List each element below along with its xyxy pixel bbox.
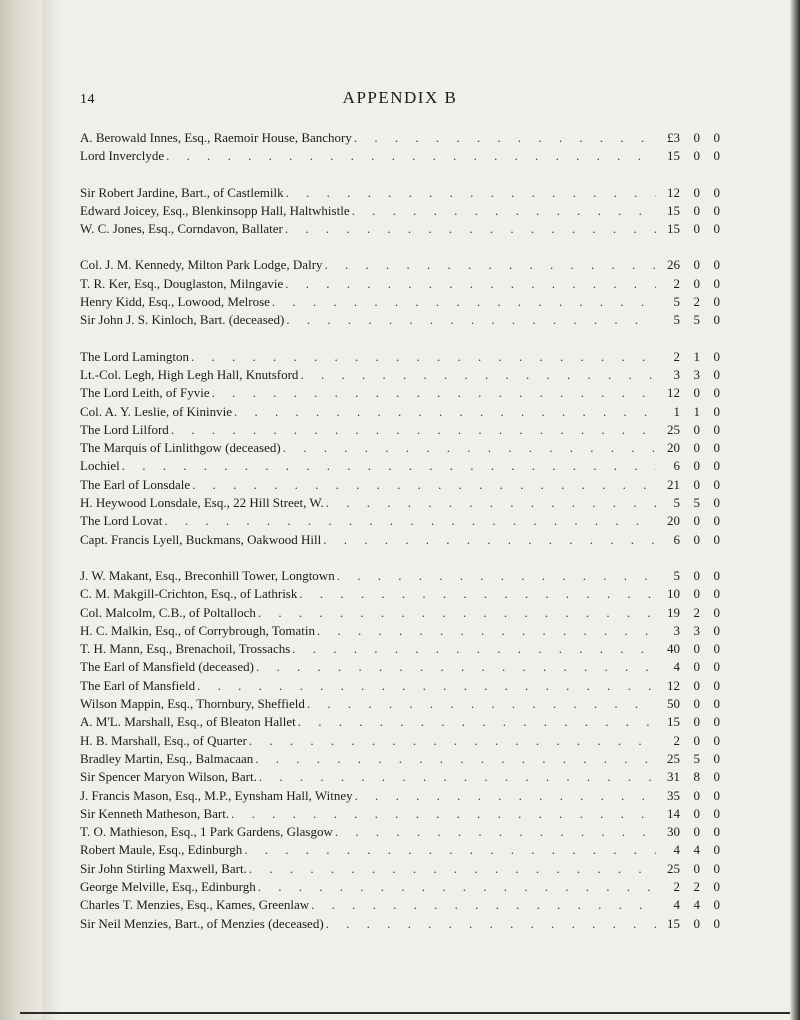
amount: [656, 842, 720, 858]
amount: [656, 678, 720, 694]
subscriber-name: Lochiel: [80, 458, 120, 474]
subscriber-name: George Melville, Esq., Edinburgh: [80, 878, 256, 894]
subscriber-name: Edward Joicey, Esq., Blenkinsopp Hall, Haltwhistle: [80, 202, 350, 218]
amount-pence: 0: [713, 714, 720, 730]
amount-pence: 0: [713, 769, 720, 785]
amount-pounds: 25: [667, 860, 680, 876]
amount-pounds: 2: [673, 348, 680, 364]
amount-pounds: 12: [667, 677, 680, 693]
subscriber-row: [80, 185, 720, 203]
subscriber-name: Lt.-Col. Legh, High Legh Hall, Knutsford: [80, 366, 299, 382]
dot-leader: [296, 714, 656, 730]
dot-leader: [281, 440, 656, 456]
amount-pence: 0: [713, 824, 720, 840]
amount-shillings: 0: [693, 476, 700, 492]
subscriber-name: Sir Neil Menzies, Bart., of Menzies (deceased): [80, 915, 324, 931]
subscriber-name: Sir John J. S. Kinloch, Bart. (deceased): [80, 312, 285, 328]
subscriber-name: J. Francis Mason, Esq., M.P., Eynsham Hall, Witney: [80, 787, 353, 803]
amount-shillings: 0: [693, 696, 700, 712]
dot-leader: [298, 367, 656, 383]
amount-pounds: 31: [667, 769, 680, 785]
amount-shillings: 0: [693, 275, 700, 291]
subscriber-name: H. Heywood Lonsdale, Esq., 22 Hill Street, W.: [80, 495, 324, 511]
amount-shillings: 2: [693, 878, 700, 894]
amount-pounds: 15: [667, 915, 680, 931]
amount: [656, 458, 720, 474]
subscriber-row: [80, 751, 720, 769]
amount: [656, 385, 720, 401]
subscriber-row: [80, 458, 720, 476]
dot-leader: [242, 842, 656, 858]
dot-leader: [189, 349, 656, 365]
amount-pence: 0: [713, 130, 720, 145]
amount-pence: 0: [713, 641, 720, 657]
subscriber-row: [80, 532, 720, 550]
amount: [656, 879, 720, 895]
amount-pence: 0: [713, 440, 720, 456]
dot-leader: [164, 148, 656, 164]
amount: [656, 623, 720, 639]
amount: [656, 696, 720, 712]
subscriber-row: [80, 568, 720, 586]
amount-shillings: 0: [693, 805, 700, 821]
dot-leader: [350, 203, 656, 219]
subscriber-list: [80, 130, 720, 934]
amount: [656, 221, 720, 237]
amount-shillings: 0: [693, 184, 700, 200]
amount-shillings: 0: [693, 148, 700, 164]
subscriber-name: Col. A. Y. Leslie, of Kininvie: [80, 403, 233, 419]
amount-pence: 0: [713, 257, 720, 273]
subscriber-row: [80, 294, 720, 312]
subscriber-row: [80, 678, 720, 696]
subscriber-row: [80, 276, 720, 294]
amount: [656, 586, 720, 602]
amount-pence: 0: [713, 184, 720, 200]
subscriber-name: Sir John Stirling Maxwell, Bart.: [80, 860, 247, 876]
subscriber-row: [80, 495, 720, 513]
dot-leader: [284, 312, 656, 328]
amount-pounds: 5: [673, 495, 680, 511]
amount-pence: 0: [713, 732, 720, 748]
subscriber-name: T. O. Mathieson, Esq., 1 Park Gardens, Glasgow: [80, 824, 333, 840]
amount-shillings: 0: [693, 732, 700, 748]
amount-shillings: 0: [693, 221, 700, 237]
subscriber-name: A. M'L. Marshall, Esq., of Bleaton Hallet: [80, 714, 296, 730]
amount-shillings: 2: [693, 294, 700, 310]
dot-leader: [324, 495, 656, 511]
dot-leader: [324, 916, 656, 932]
amount-pence: 0: [713, 604, 720, 620]
amount-pence: 0: [713, 294, 720, 310]
amount-pence: 0: [713, 586, 720, 602]
dot-leader: [283, 221, 656, 237]
amount-pence: 0: [713, 495, 720, 511]
subscriber-name: A. Berowald Innes, Esq., Raemoir House, Banchory: [80, 130, 352, 145]
subscriber-row: [80, 842, 720, 860]
subscriber-row: [80, 422, 720, 440]
dot-leader: [247, 861, 656, 877]
amount-shillings: 5: [693, 312, 700, 328]
running-head: APPENDIX B: [342, 88, 458, 107]
subscriber-name: The Marquis of Linlithgow (deceased): [80, 440, 281, 456]
amount-pence: 0: [713, 677, 720, 693]
amount: [656, 404, 720, 420]
amount-pounds: 3: [673, 622, 680, 638]
subscriber-name: T. R. Ker, Esq., Douglaston, Milngavie: [80, 275, 284, 291]
amount-shillings: 0: [693, 130, 700, 145]
subscriber-row: [80, 349, 720, 367]
amount-shillings: 0: [693, 440, 700, 456]
dot-leader: [210, 385, 656, 401]
subscriber-row: [80, 897, 720, 915]
amount-shillings: 0: [693, 202, 700, 218]
amount: [656, 916, 720, 932]
amount-pence: 0: [713, 897, 720, 913]
amount-pence: 0: [713, 148, 720, 164]
dot-leader: [256, 605, 656, 621]
amount-pence: 0: [713, 622, 720, 638]
amount-shillings: 0: [693, 257, 700, 273]
amount-pounds: 20: [667, 513, 680, 529]
amount-pounds: 15: [667, 714, 680, 730]
dot-leader: [333, 824, 656, 840]
dot-leader: [290, 641, 656, 657]
dot-leader: [335, 568, 656, 584]
amount-pounds: 50: [667, 696, 680, 712]
subscriber-row: [80, 824, 720, 842]
amount-pounds: 12: [667, 184, 680, 200]
amount-pence: 0: [713, 787, 720, 803]
dot-leader: [190, 477, 656, 493]
subscriber-name: Lord Inverclyde: [80, 148, 165, 164]
dot-leader: [120, 458, 656, 474]
amount-pence: 0: [713, 513, 720, 529]
amount: [656, 806, 720, 822]
amount-pounds: 25: [667, 750, 680, 766]
dot-leader: [309, 897, 656, 913]
amount-pence: 0: [713, 842, 720, 858]
amount-pence: 0: [713, 878, 720, 894]
amount-pence: 0: [713, 476, 720, 492]
amount-pence: 0: [713, 366, 720, 382]
subscriber-name: The Lord Lovat: [80, 513, 163, 529]
subscriber-name: T. H. Mann, Esq., Brenachoil, Trossachs: [80, 641, 291, 657]
amount-pounds: 5: [673, 294, 680, 310]
page-header: [80, 88, 720, 116]
subscriber-row: [80, 130, 720, 148]
amount-pence: 0: [713, 385, 720, 401]
amount-shillings: 2: [693, 604, 700, 620]
amount-pounds: 15: [667, 221, 680, 237]
amount: [656, 733, 720, 749]
amount-shillings: 0: [693, 659, 700, 675]
subscriber-name: The Earl of Mansfield (deceased): [80, 659, 254, 675]
amount-pounds: 4: [673, 897, 680, 913]
subscriber-name: W. C. Jones, Esq., Corndavon, Ballater: [80, 221, 283, 237]
amount-pounds: 30: [667, 824, 680, 840]
amount-pounds: 6: [673, 531, 680, 547]
amount: [656, 495, 720, 511]
subscriber-row: [80, 203, 720, 221]
bottom-rule: [20, 1012, 790, 1014]
amount-pence: 0: [713, 421, 720, 437]
amount-pounds: 21: [667, 476, 680, 492]
page-edge: [790, 0, 800, 1020]
subscriber-name: The Earl of Mansfield: [80, 677, 196, 693]
dot-leader: [270, 294, 656, 310]
subscriber-row: [80, 714, 720, 732]
subscriber-row: [80, 367, 720, 385]
subscriber-name: C. M. Makgill-Crichton, Esq., of Lathrisk: [80, 586, 298, 602]
amount-pence: 0: [713, 275, 720, 291]
subscriber-name: Capt. Francis Lyell, Buckmans, Oakwood Hill: [80, 531, 322, 547]
amount: [656, 568, 720, 584]
subscriber-row: [80, 806, 720, 824]
amount-pounds: 25: [667, 421, 680, 437]
amount: [656, 422, 720, 438]
dot-leader: [297, 586, 656, 602]
dot-leader: [284, 185, 656, 201]
amount: [656, 897, 720, 913]
amount: [656, 185, 720, 201]
amount-shillings: 1: [693, 403, 700, 419]
subscriber-row: [80, 623, 720, 641]
subscriber-row: [80, 586, 720, 604]
subscriber-name: Wilson Mappin, Esq., Thornbury, Sheffield: [80, 696, 305, 712]
amount-pence: 0: [713, 202, 720, 218]
amount: [656, 824, 720, 840]
amount-pounds: £3: [667, 130, 680, 145]
amount-shillings: 3: [693, 622, 700, 638]
amount-pounds: 15: [667, 148, 680, 164]
amount: [656, 257, 720, 273]
subscriber-name: H. B. Marshall, Esq., of Quarter: [80, 732, 247, 748]
dot-leader: [323, 257, 656, 273]
group-gap: [80, 550, 720, 568]
subscriber-name: The Lord Leith, of Fyvie: [80, 385, 210, 401]
dot-leader: [315, 623, 656, 639]
amount-shillings: 0: [693, 860, 700, 876]
subscriber-row: [80, 385, 720, 403]
amount-shillings: 5: [693, 750, 700, 766]
group-gap: [80, 239, 720, 257]
subscriber-row: [80, 916, 720, 934]
amount-pounds: 3: [673, 366, 680, 382]
amount-shillings: 4: [693, 842, 700, 858]
book-spine-shadow: [0, 0, 42, 1020]
gutter-shadow: [42, 0, 60, 1020]
group-gap: [80, 331, 720, 349]
page-number: 14: [80, 92, 95, 107]
amount-pence: 0: [713, 312, 720, 328]
amount-pence: 0: [713, 403, 720, 419]
subscriber-name: Henry Kidd, Esq., Lowood, Melrose: [80, 294, 270, 310]
amount: [656, 349, 720, 365]
amount-shillings: 0: [693, 641, 700, 657]
amount: [656, 477, 720, 493]
page: [80, 88, 720, 934]
amount-pence: 0: [713, 567, 720, 583]
amount-pounds: 2: [673, 878, 680, 894]
amount: [656, 294, 720, 310]
dot-leader: [283, 276, 656, 292]
dot-leader: [353, 788, 656, 804]
amount-pounds: 15: [667, 202, 680, 218]
amount: [656, 203, 720, 219]
amount-shillings: 5: [693, 495, 700, 511]
amount-shillings: 0: [693, 458, 700, 474]
amount-pounds: 40: [667, 641, 680, 657]
subscriber-name: Charles T. Menzies, Esq., Kames, Greenlaw: [80, 897, 310, 913]
amount-pence: 0: [713, 348, 720, 364]
amount-pence: 0: [713, 221, 720, 237]
amount-pounds: 1: [673, 403, 680, 419]
amount-pounds: 2: [673, 275, 680, 291]
amount-shillings: 4: [693, 897, 700, 913]
subscriber-row: [80, 312, 720, 330]
amount: [656, 276, 720, 292]
dot-leader: [247, 733, 656, 749]
amount: [656, 513, 720, 529]
amount-pounds: 4: [673, 659, 680, 675]
dot-leader: [257, 769, 656, 785]
amount-shillings: 0: [693, 586, 700, 602]
amount-shillings: 0: [693, 677, 700, 693]
dot-leader: [195, 678, 656, 694]
amount-pence: 0: [713, 659, 720, 675]
amount-shillings: 0: [693, 385, 700, 401]
amount: [656, 532, 720, 548]
subscriber-row: [80, 733, 720, 751]
amount-pounds: 4: [673, 842, 680, 858]
subscriber-name: The Earl of Lonsdale: [80, 476, 191, 492]
amount: [656, 861, 720, 877]
subscriber-name: Sir Kenneth Matheson, Bart.: [80, 805, 230, 821]
amount-pounds: 6: [673, 458, 680, 474]
amount: [656, 148, 720, 164]
amount: [656, 440, 720, 456]
amount-pounds: 12: [667, 385, 680, 401]
amount: [656, 130, 720, 146]
dot-leader: [305, 696, 656, 712]
amount-shillings: 1: [693, 348, 700, 364]
amount-shillings: 0: [693, 567, 700, 583]
subscriber-row: [80, 641, 720, 659]
amount-pounds: 35: [667, 787, 680, 803]
subscriber-name: Sir Spencer Maryon Wilson, Bart.: [80, 769, 257, 785]
amount: [656, 769, 720, 785]
amount-pounds: 14: [667, 805, 680, 821]
dot-leader: [321, 532, 656, 548]
amount-pounds: 26: [667, 257, 680, 273]
subscriber-row: [80, 513, 720, 531]
amount-pence: 0: [713, 458, 720, 474]
dot-leader: [169, 422, 656, 438]
dot-leader: [254, 659, 656, 675]
subscriber-row: [80, 769, 720, 787]
amount-pounds: 19: [667, 604, 680, 620]
amount: [656, 751, 720, 767]
amount: [656, 605, 720, 621]
amount-pence: 0: [713, 915, 720, 931]
amount: [656, 641, 720, 657]
subscriber-row: [80, 696, 720, 714]
amount-shillings: 3: [693, 366, 700, 382]
amount-shillings: 0: [693, 824, 700, 840]
amount-pounds: 20: [667, 440, 680, 456]
subscriber-name: Sir Robert Jardine, Bart., of Castlemilk: [80, 184, 284, 200]
subscriber-row: [80, 659, 720, 677]
subscriber-row: [80, 788, 720, 806]
amount-pence: 0: [713, 805, 720, 821]
amount-pence: 0: [713, 531, 720, 547]
group-gap: [80, 167, 720, 185]
amount: [656, 367, 720, 383]
amount-shillings: 0: [693, 915, 700, 931]
dot-leader: [256, 879, 656, 895]
amount-shillings: 0: [693, 787, 700, 803]
subscriber-name: Robert Maule, Esq., Edinburgh: [80, 842, 243, 858]
amount-pounds: 10: [667, 586, 680, 602]
subscriber-row: [80, 861, 720, 879]
dot-leader: [253, 751, 656, 767]
subscriber-name: Col. Malcolm, C.B., of Poltalloch: [80, 604, 256, 620]
amount-pounds: 5: [673, 567, 680, 583]
dot-leader: [232, 404, 656, 420]
subscriber-row: [80, 477, 720, 495]
amount-pounds: 5: [673, 312, 680, 328]
amount-pence: 0: [713, 696, 720, 712]
subscriber-row: [80, 221, 720, 239]
subscriber-name: The Lord Lilford: [80, 421, 169, 437]
amount-shillings: 8: [693, 769, 700, 785]
amount-pounds: 2: [673, 732, 680, 748]
subscriber-name: The Lord Lamington: [80, 348, 190, 364]
amount-pence: 0: [713, 860, 720, 876]
dot-leader: [229, 806, 656, 822]
subscriber-name: H. C. Malkin, Esq., of Corrybrough, Tomatin: [80, 622, 316, 638]
subscriber-name: Col. J. M. Kennedy, Milton Park Lodge, Dalry: [80, 257, 323, 273]
dot-leader: [352, 130, 656, 146]
amount-shillings: 0: [693, 714, 700, 730]
amount-shillings: 0: [693, 531, 700, 547]
amount: [656, 312, 720, 328]
amount: [656, 788, 720, 804]
subscriber-name: Bradley Martin, Esq., Balmacaan: [80, 750, 254, 766]
dot-leader: [162, 513, 656, 529]
amount-pence: 0: [713, 750, 720, 766]
amount-shillings: 0: [693, 513, 700, 529]
subscriber-row: [80, 148, 720, 166]
amount: [656, 714, 720, 730]
subscriber-row: [80, 257, 720, 275]
subscriber-row: [80, 879, 720, 897]
subscriber-row: [80, 605, 720, 623]
amount-shillings: 0: [693, 421, 700, 437]
subscriber-row: [80, 404, 720, 422]
subscriber-row: [80, 440, 720, 458]
amount: [656, 659, 720, 675]
subscriber-name: J. W. Makant, Esq., Breconhill Tower, Longtown: [80, 567, 335, 583]
